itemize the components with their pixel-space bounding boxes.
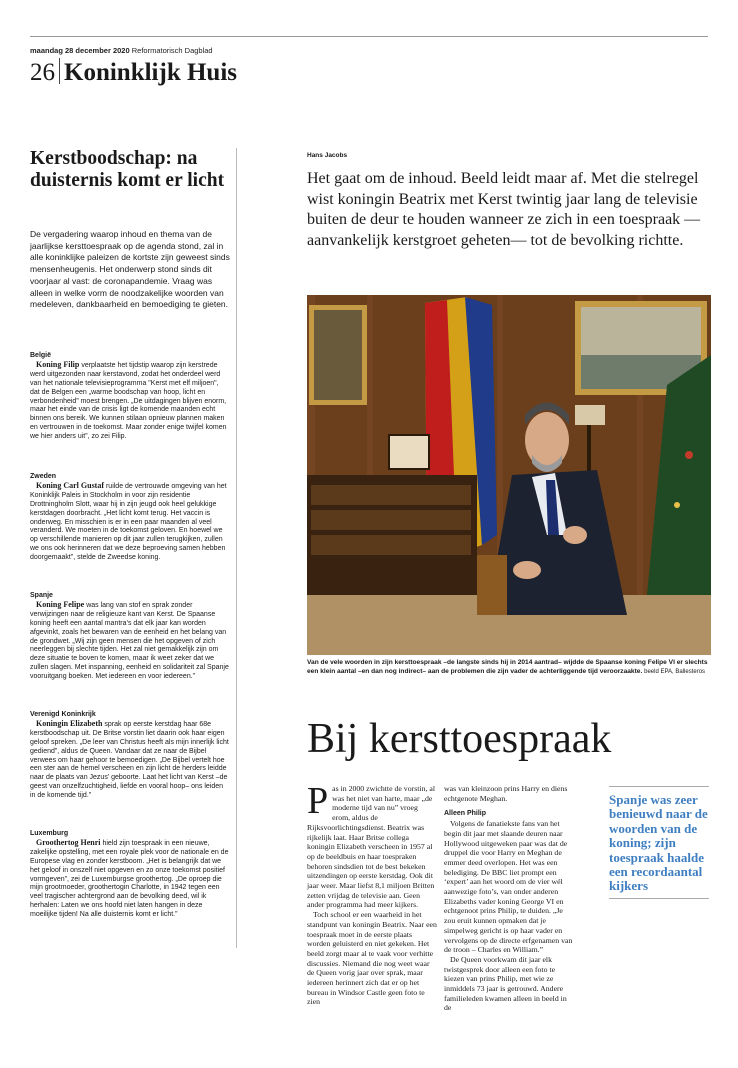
body-paragraph: Volgens de fanatiekste fans van het begin dit jaar met slaande deuren naar Hollywood uitgeweken paar was dat de druppel die voor Harry en Meghan de emmer deed overlopen. Het was een belediging. De BBC liet prompt een ‘expert’ aan het woord om de vier wél aanwezige foto’s, van onder anderen Elizabeths vader koning George VI en echtgenoot prins Philip, te duiden. „Je zou eruit kunnen opmaken dat je simpelweg gericht is op haar vader en vervolgens op de directe erfgenamen van de troon – Charles en William.” xyxy=(444,819,573,955)
article-headline: Bij kersttoespraak xyxy=(307,716,612,762)
date: maandag 28 december 2020 xyxy=(30,46,130,55)
royal-name: Groothertog Henri xyxy=(36,837,101,847)
byline: Hans Jacobs xyxy=(307,152,348,159)
photo-illustration xyxy=(307,295,711,655)
page-number: 26 xyxy=(30,59,55,86)
country-heading: Zweden xyxy=(30,473,57,480)
drop-cap: P xyxy=(307,780,329,822)
caption-text: Van de vele woorden in zijn kersttoespraak –de langste sinds hij in 2014 aantrad– wijdde de Spaanse koning Felipe VI er slechts een klein aantal –en dan nog indirect– aan de problemen die zijn vader de achterliggende tijd veroorzaakte. xyxy=(307,659,708,675)
article-photo xyxy=(307,295,711,655)
pull-quote: Spanje was zeer benieuwd naar de woorden van de koning; zijn toespraak haalde een recordaantal kijkers xyxy=(609,786,709,899)
subheading: Alleen Philip xyxy=(444,810,487,818)
section-text: ruilde de vertrouwde omgeving van het Koninklijk Paleis in Stockholm in voor zijn residentie Drottningholm Slott, waar hij in zijn jeugd ook heel gelukkige kerstdagen doorbracht. „Het licht komt terug. Het vaccin is onderweg. En misschien is er in een paar maanden al veel veranderd. We moeten in de toekomst geloven. En hoewel we op verschillende manieren op dit jaar zullen terugkijken, zullen we ons ook herinneren dat we deze beproeving samen hebben doorgemaakt”, stelde de Zweedse koning. xyxy=(30,482,227,562)
section-divider xyxy=(59,58,60,84)
section-text: was lang van stof en sprak zonder verwijzingen naar de religieuze kant van Kerst. De Spaanse koning heeft een aantal mantra’s dat elk jaar kan worden afgevinkt, zoals het bewaren van de eenheid en het belang van de grondwet. „Wij zijn geen mensen die het opgeven of zich neerleggen bij slechte tijden. Het zal niet gemakkelijk zijn om deze situatie te boven te komen, maar ik weet zeker dat we zullen slagen. Met inspanning, eenheid en solidariteit zal Spanje vooruitgang boeken. Met iedereen en voor iedereen.” xyxy=(30,601,229,681)
section-header xyxy=(30,58,237,85)
photo-caption xyxy=(307,658,711,677)
body-paragraph: Toch school er een waarheid in het standpunt van koningin Beatrix. Naar een toespraak moet in de eerste plaats worden geluisterd en niet gekeken. Het beeld zorgt maar al te vaak voor verhitte discussies. Niemand die nog weet waar de Queen vorig jaar over sprak, maar iedereen herinnert zich dat er op het bureau in Windsor Castle geen foto te zien xyxy=(307,910,437,1007)
country-heading: Verenigd Koninkrijk xyxy=(30,711,96,718)
royal-name: Koningin Elizabeth xyxy=(36,718,103,728)
body-paragraph: De Queen voorkwam dit jaar elk twistgesprek door alleen een foto te kiezen van prins Philip, met wie ze inmiddels 73 jaar is getrouwd. Andere familieleden kwamen alleen in beeld in de xyxy=(444,954,567,1013)
article-column-2 xyxy=(444,784,574,1013)
country-heading: Spanje xyxy=(30,592,53,599)
sidebar-section-belgie xyxy=(30,352,230,442)
paper-name: Reformatorisch Dagblad xyxy=(131,46,213,55)
section-text: verplaatste het tijdstip waarop zijn kerstrede werd uitgezonden naar kerstavond, zodat het onderdeel werd van het nationale televisieprogramma "Kerst met elf miljoen", dat de Belgen een „warme boodschap van hoop, licht en verbondenheid” moest brengen. „De uitdagingen blijven enorm, maar het einde van de crisis ligt de komende maanden echt binnen ons bereik. We kunnen stilaan opnieuw plannen maken en vertrouwen in de toekomst. Maar zonder enige twijfel komen we hier anders uit”, zo zei Filip. xyxy=(30,361,227,441)
top-rule xyxy=(30,36,708,37)
body-paragraph: as in 2000 zwichtte de vorstin, al was het niet van harte, maar „de moderne tijd van nu” vroeg erom, aldus de Rijksvoorlichtingsdienst. Beatrix was rijkelijk laat. Haar Britse collega koningin Elizabeth verscheen in 1957 al op de beeldbuis en haar toespraken behoren sindsdien tot de best bekeken uitzendingen op eerste kerstdag. Ook dit jaar weer. Maar liefst 8,1 miljoen Britten zetten vrijdag de televisie aan. Geen ander programma had meer kijkers. xyxy=(307,784,435,910)
photo-credit: beeld EPA, Ballesteros xyxy=(644,669,706,675)
dateline xyxy=(30,46,213,55)
sidebar-intro: De vergadering waarop inhoud en thema van de jaarlijkse kersttoespraak op de agenda stond, zal in alle koninklijke paleizen de kortste zijn geweest sinds mensenheugenis. Het onderwerp stond sinds dit voorjaar al vast: de coronapandemie. Vraag was alleen in welke vorm de noodzakelijke woorden van medeleven, dankbaarheid en bemoediging te gieten. xyxy=(30,229,230,310)
sidebar-section-zweden xyxy=(30,473,230,563)
sidebar-section-verenigd-koninkrijk xyxy=(30,711,230,801)
body-paragraph: was van kleinzoon prins Harry en diens echtgenote Meghan. xyxy=(444,784,568,803)
section-text: hield zijn toespraak in een nieuwe, zakelijke opstelling, met een royale plek voor de nationale en de Europese vlag en zonder kerstboom. „Het is belangrijk dat we het geloof in onszelf niet opgeven en zo onze toekomst positief vormgeven”, zei de Luxemburgse groothertog. „De oproep die mijn grootmoeder, groothertogin Charlotte, in 1942 tegen een veel tragischer achtergrond aan de bevolking deed, wil ik herhalen: Laten we ons hoofd niet laten hangen in deze moeilijke tijden! Na alle duisternis komt er licht.” xyxy=(30,839,229,919)
royal-name: Koning Filip xyxy=(36,359,80,369)
column-divider xyxy=(236,148,237,948)
country-heading: Luxemburg xyxy=(30,830,69,837)
article-intro: Het gaat om de inhoud. Beeld leidt maar af. Met die stelregel wist koningin Beatrix met Kerst twintig jaar lang de televisie buiten de deur te houden wanneer ze zich in een toespraak —aanvankelijk kerstgroet geheten— tot de bevolking richtte. xyxy=(307,170,701,249)
sidebar-section-spanje xyxy=(30,592,230,682)
sidebar-title: Kerstboodschap: na duisternis komt er licht xyxy=(30,148,225,191)
royal-name: Koning Felipe xyxy=(36,599,85,609)
article-column-1 xyxy=(307,780,437,1007)
section-text: sprak op eerste kerstdag haar 68e kerstboodschap uit. De Britse vorstin liet daarin ook haar eigen geloof spreken. „De leer van Christus heeft als mijn innerlijk licht gediend”, aldus de Queen. Vandaar dat ze naar de Bijbel verwees om haar gehoor te bemoedigen. „De Bijbel vertelt hoe een ster aan de hemel verscheen en zijn licht de herders leidde naar de plaats van Jezus’ geboorte. Laat het licht van Kerst –de geest van onzelfzuchtigheid, liefde en vooral hoop– ons leiden in de komende tijd.” xyxy=(30,720,229,800)
sidebar-section-luxemburg xyxy=(30,830,230,920)
royal-name: Koning Carl Gustaf xyxy=(36,480,105,490)
country-heading: België xyxy=(30,352,52,359)
section-title: Koninklijk Huis xyxy=(64,59,237,86)
